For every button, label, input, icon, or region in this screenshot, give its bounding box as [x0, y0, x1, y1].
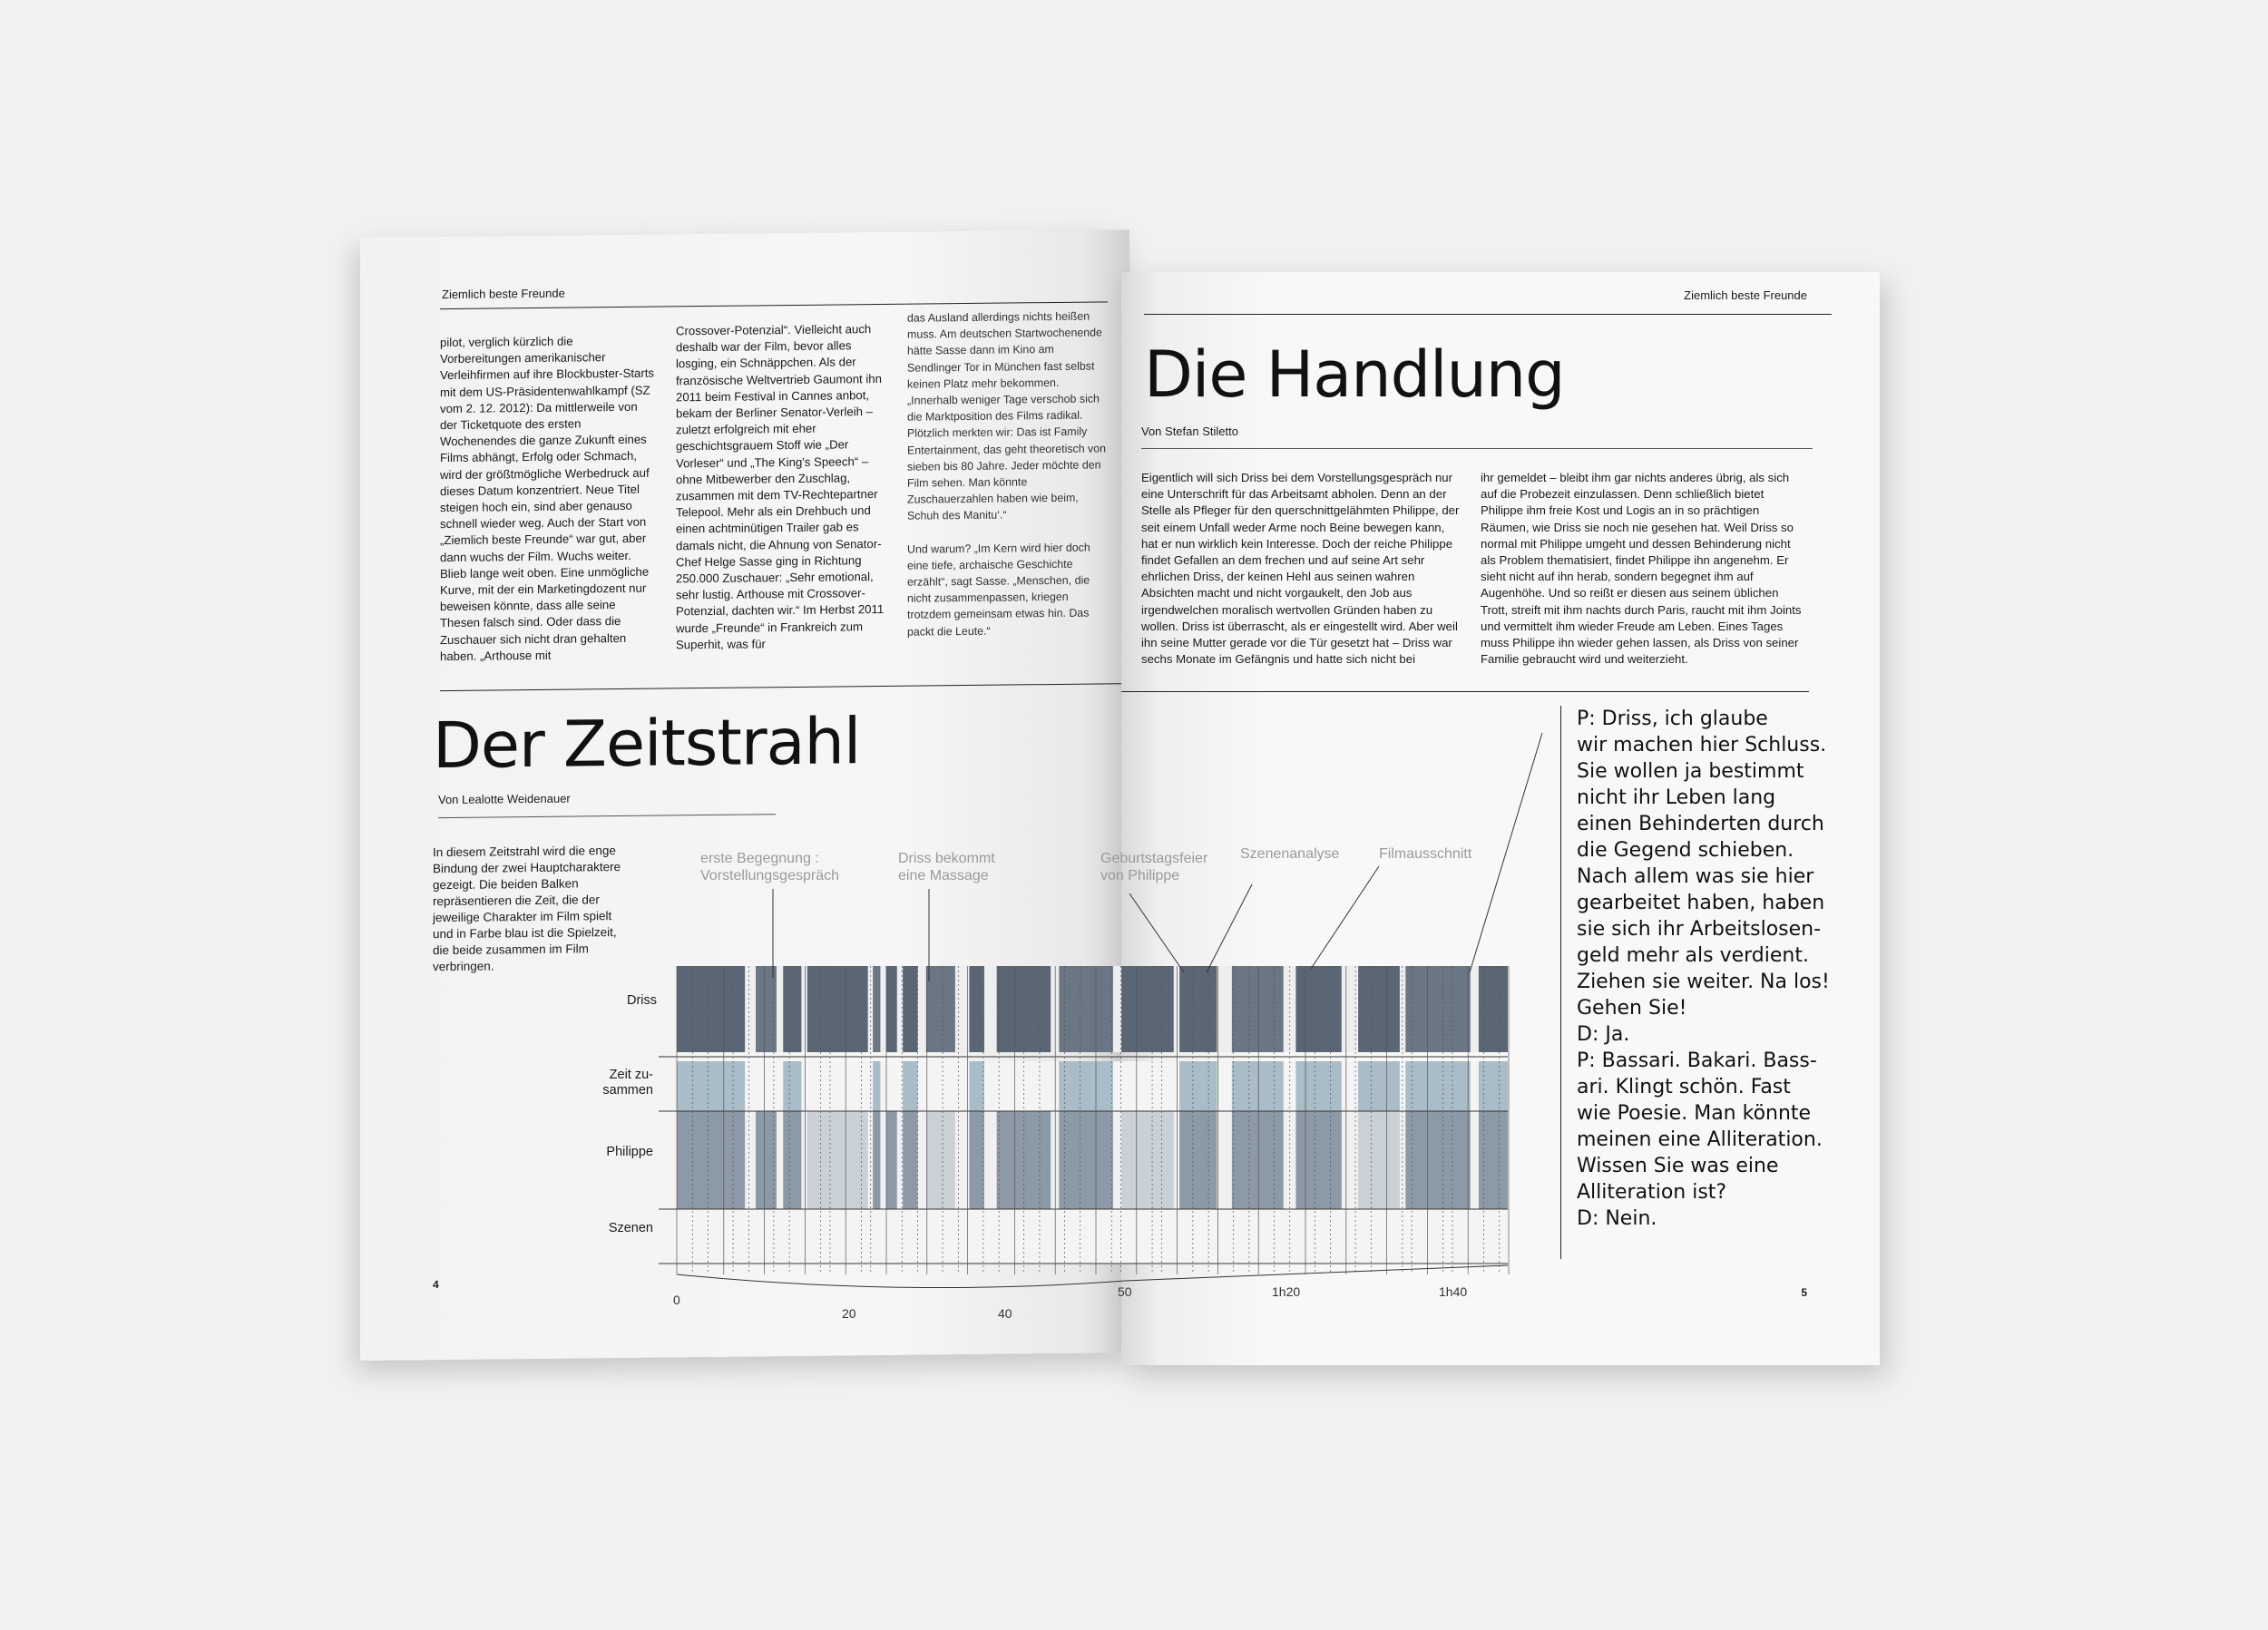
quote-line: wie Poesie. Man könnte: [1577, 1102, 1812, 1125]
driss-segment: [1405, 966, 1470, 1052]
driss-segment: [1232, 966, 1284, 1052]
paragraph: pilot, verglich kürzlich die Vorbereitungen amerikanischer Verleihfirmen auf ihre Blockbuster-Starts mit dem US-Präsidentenwahlkampf (SZ vom 2. 12. 2012): Da mittlerweile von der Ticketquote des ersten Wochenendes die ganze Zukunft eines Films abhängt, Erfolg oder Schmach, wird der größtmögliche Werbedruck auf dieses Datum konzentriert. Neue Titel steigen hoch ein, sind aber genauso schnell wieder weg. Auch der Start von „Ziemlich beste Freunde“ war gut, aber dann wuchs der Film. Wuchs weiter. Blieb lange weit oben. Eine unmögliche Kurve, mit der ein Marketingdozent nur beweisen könnte, dass alle seine Thesen falsch sind. Oder dass die Zuschauer sich nicht dran gehalten haben. „Arthouse mit: [440, 334, 655, 663]
annotation-birthday: Geburtstagsfeier von Philippe: [1100, 851, 1208, 883]
annotation-first-meeting: erste Begegnung : Vorstellungsgespräch: [700, 851, 839, 883]
quote-line: gearbeitet haben, haben: [1577, 892, 1825, 914]
paragraph: das Ausland allerdings nichts heißen muss. Am deutschen Startwochenende hätte Sasse dann im Kino am Sendlinger Tor in München fast selbst keinen Platz mehr bekommen. „Innerhalb weniger Tage verschob sich die Marktposition des Films radikal. Plötzlich merkten wir: Das ist Family Entertainment, das geht theoretisch von sieben bis 80 Jahre. Jeder möchte den Film sehen. Man könnte Zuschauerzahlen haben wie beim, Schuh des Manitu‘.“: [907, 309, 1107, 523]
row-label-philippe: Philippe: [606, 1145, 653, 1159]
page-title: Die Handlung: [1144, 337, 1565, 412]
driss-segment: [677, 966, 745, 1052]
philippe-segment: [783, 1111, 801, 1209]
tick-label: 0: [673, 1293, 680, 1307]
paragraph: ihr gemeldet – bleibt ihm gar nichts anderes übrig, als sich auf die Probezeit einzulassen. Denn schließlich bietet Philippe ihm freie Kost und Logis an in so prächtigen Räumen, wie Driss sie noch nie gesehen hat. Weil Driss so normal mit Philippe umgeht und dessen Behinderung nicht als Problem thematisiert, findet Philippe ihn angenehm. Er sieht nicht auf ihn herab, sondern begegnet ihm auf Augenhöhe. Und so reißt er diesen aus seinem üblichen Trott, streift mit ihm nachts durch Paris, raucht mit ihm Joints und vermittelt ihm wieder Freude am Leben. Eines Tages muss Philippe ihn wieder gehen lassen, als Driss von seiner Familie gebraucht wird und weiterzieht.: [1481, 471, 1802, 667]
quote-line: Alliteration ist?: [1577, 1181, 1727, 1204]
annotation-massage: Driss bekommt eine Massage: [898, 851, 995, 883]
driss-segment: [807, 966, 868, 1052]
quote-line: sie sich ihr Arbeitslosen-: [1577, 918, 1822, 941]
quote-line: einen Behinderten durch: [1577, 813, 1824, 835]
together-segment: [1059, 1061, 1113, 1111]
quote-line: Nach allem was sie hier: [1577, 865, 1814, 888]
byline: Von Stefan Stiletto: [1141, 425, 1238, 438]
annotation-scene-analysis: Szenenanalyse: [1240, 846, 1340, 862]
driss-segment: [1358, 966, 1400, 1052]
together-segment: [903, 1061, 917, 1111]
annotation-film-clip: Filmausschnitt: [1379, 846, 1472, 862]
page-number: 5: [1801, 1286, 1807, 1299]
quote-line: D: Ja.: [1577, 1023, 1630, 1046]
quote-line: nicht ihr Leben lang: [1577, 786, 1776, 809]
paragraph: Eigentlich will sich Driss bei dem Vorstellungsgespräch nur eine Unterschrift für das Arbeitsamt abholen. Denn an der Stelle als Pfleger für den querschnittgelähmten Philippe, der seit einem Unfall weder Arme noch Beine bewegen kann, hat er nun wirklich kein Interesse. Doch der reiche Philippe findet Gefallen an dem frechen und auf seine Art sehr ehrlichen Driss, der keinen Hehl aus seinen wahren Absichten macht und nicht vorgaukelt, den Job aus irgendwelchen moralisch wertvollen Gründen haben zu wollen. Driss ist überrascht, als er eingestellt wird. Aber weil ihn seine Mutter gerade vor die Tür gesetzt hat – Driss war sechs Monate im Gefängnis und hatte sich nicht bei: [1141, 471, 1460, 667]
running-header: Ziemlich beste Freunde: [442, 286, 565, 302]
annotation-leader: [1311, 866, 1379, 969]
philippe-segment: [1405, 1111, 1470, 1209]
driss-segment: [756, 966, 777, 1052]
quote-line: Ziehen sie weiter. Na los!: [1577, 971, 1830, 993]
driss-segment: [1059, 966, 1113, 1052]
together-segment: [969, 1061, 983, 1111]
annotation-leader: [1207, 884, 1252, 972]
annotation-leader: [1129, 893, 1184, 972]
paragraph: Crossover-Potenzial“. Vielleicht auch deshalb war der Film, bevor alles losging, ein Schnäppchen. Als der französische Weltvertrieb Gaumont ihn 2011 beim Festival in Cannes anbot, bekam der Berliner Senator-Verleih – zuletzt erfolgreich mit eher geschichtsgrauem Stoff wie „Der Vorleser“ und „The King's Speech“ – ohne Mitbewerber den Zuschlag, zusammen mit dem TV-Rechtepartner Telepool. Mehr als ein Drehbuch und einen achtminütigen Trailer gab es damals nicht, die Ahnung von Senator-Chef Helge Sasse ging in Richtung 250.000 Zuschauer: „Sehr emotional, sehr lustig. Arthouse mit Crossover-Potenzial, dachten wir.“ Im Herbst 2011 wurde „Freunde“ in Frankreich zum Superhit, was für: [676, 322, 885, 652]
driss-segment: [873, 966, 880, 1052]
tick-label: 1h20: [1272, 1284, 1301, 1299]
scenes-row-background: [677, 1209, 1508, 1264]
philippe-segment: [969, 1111, 983, 1209]
together-segment: [1358, 1061, 1400, 1111]
philippe-segment: [677, 1111, 745, 1209]
running-header: Ziemlich beste Freunde: [1684, 288, 1807, 302]
row-label-together: Zeit zu- sammen: [602, 1068, 653, 1098]
driss-segment: [903, 966, 917, 1052]
together-segment: [1232, 1061, 1284, 1111]
together-segment: [873, 1061, 880, 1111]
quote-line: D: Nein.: [1577, 1207, 1657, 1230]
quote-line: Sie wollen ja bestimmt: [1577, 760, 1804, 783]
annotation-leader: [1470, 733, 1542, 972]
row-label-driss: Driss: [626, 993, 657, 1008]
quote-line: Gehen Sie!: [1577, 997, 1687, 1020]
paragraph: Und warum? „Im Kern wird hier doch eine tiefe, archaische Geschichte erzählt“, sagt Sasse. „Menschen, die nicht zusammenpassen, kriegen trotzdem gemeinsam etwas hin. Das packt die Leute.“: [907, 541, 1090, 639]
philippe-segment: [1358, 1111, 1400, 1209]
quote-line: P: Driss, ich glaube: [1577, 708, 1768, 730]
page-title: Der Zeitstrahl: [433, 704, 861, 784]
together-segment: [1405, 1061, 1470, 1111]
quote-line: Wissen Sie was eine: [1577, 1155, 1779, 1177]
driss-segment: [926, 966, 955, 1052]
timeline-axis: [677, 1265, 1508, 1288]
philippe-segment: [1295, 1111, 1341, 1209]
byline: Von Lealotte Weidenauer: [438, 791, 571, 807]
philippe-segment: [1059, 1111, 1113, 1209]
philippe-segment: [903, 1111, 917, 1209]
quote-line: geld mehr als verdient.: [1577, 944, 1809, 967]
intro-text: In diesem Zeitstrahl wird die enge Bindung der zwei Hauptcharaktere gezeigt. Die beiden Balken repräsentieren die Zeit, die der jeweilige Charakter im Film spielt und in Farbe blau ist die Spielzeit, die beide zusammen im Film verbringen.: [433, 844, 621, 974]
quote-line: die Gegend schieben.: [1577, 839, 1794, 862]
philippe-segment: [1479, 1111, 1508, 1209]
tick-label: 40: [998, 1306, 1012, 1321]
quote-line: P: Bassari. Bakari. Bass-: [1577, 1049, 1817, 1072]
quote-line: ari. Klingt schön. Fast: [1577, 1076, 1791, 1098]
together-segment: [783, 1061, 801, 1111]
driss-segment: [1479, 966, 1508, 1052]
philippe-segment: [1232, 1111, 1284, 1209]
quote-line: meinen eine Alliteration.: [1577, 1128, 1823, 1151]
driss-segment: [886, 966, 897, 1052]
driss-segment: [1295, 966, 1341, 1052]
tick-label: 20: [842, 1306, 856, 1321]
philippe-segment: [926, 1111, 955, 1209]
philippe-segment: [1121, 1111, 1174, 1209]
driss-segment: [783, 966, 801, 1052]
page-number: 4: [433, 1278, 439, 1292]
together-segment: [677, 1061, 745, 1111]
tick-label: 1h40: [1439, 1284, 1468, 1299]
driss-segment: [969, 966, 983, 1052]
driss-segment: [1179, 966, 1217, 1052]
quote-line: wir machen hier Schluss.: [1577, 734, 1827, 756]
philippe-segment: [873, 1111, 880, 1209]
tick-label: 50: [1118, 1284, 1132, 1299]
together-segment: [1179, 1061, 1217, 1111]
together-segment: [1479, 1061, 1508, 1111]
driss-segment: [1121, 966, 1174, 1052]
philippe-segment: [886, 1111, 897, 1209]
together-segment: [1295, 1061, 1341, 1111]
philippe-segment: [807, 1111, 868, 1209]
philippe-segment: [1179, 1111, 1217, 1209]
philippe-segment: [756, 1111, 777, 1209]
row-label-scenes: Szenen: [608, 1221, 653, 1235]
